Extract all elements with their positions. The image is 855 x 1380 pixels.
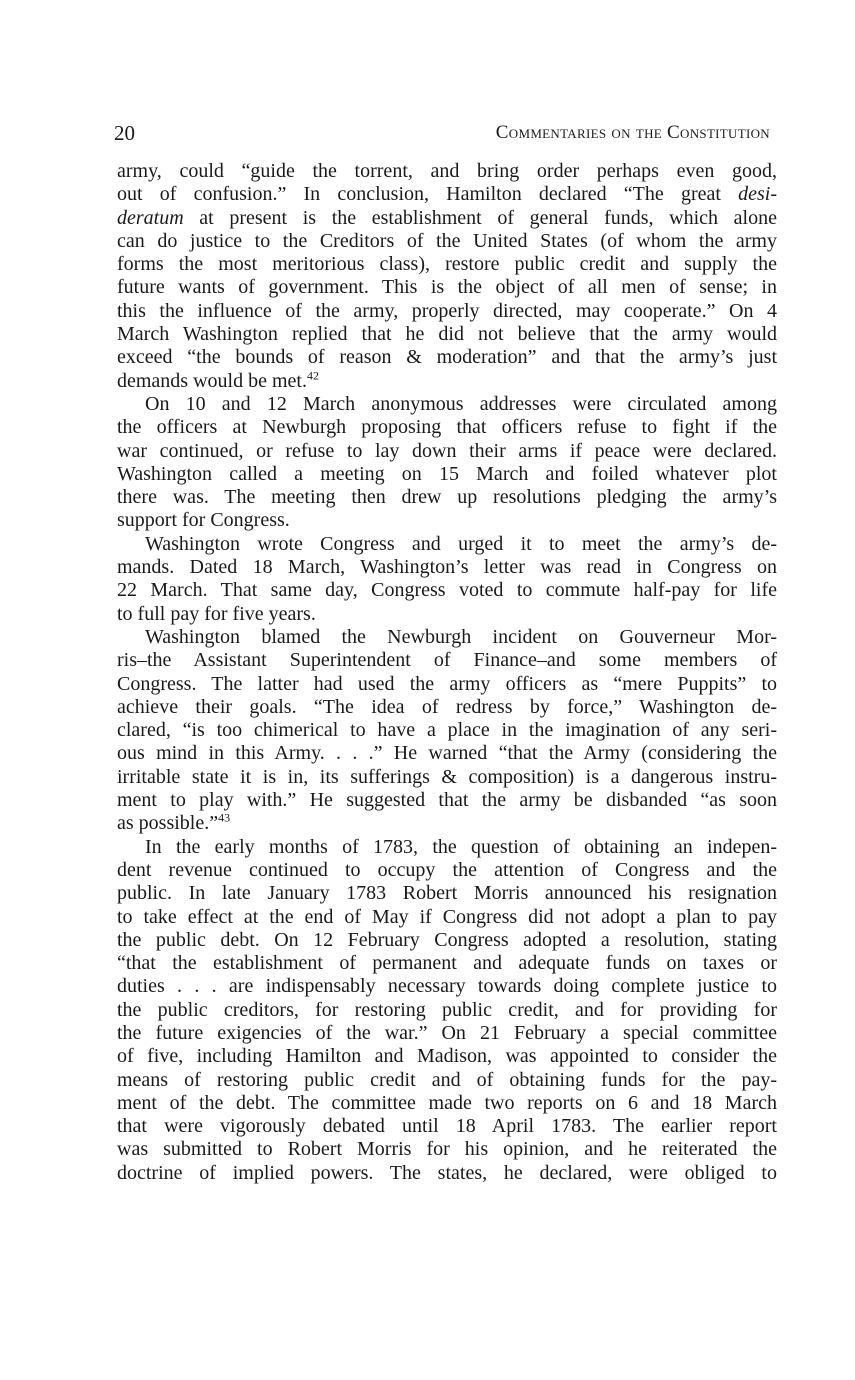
text-line: support for Congress.	[117, 509, 290, 532]
paragraph	[117, 626, 777, 836]
paragraph	[117, 393, 777, 533]
text-line: ment to play with.” He suggested that the army be disbanded “as soon	[117, 789, 777, 812]
page-number: 20	[114, 121, 135, 145]
text-line: doctrine of implied powers. The states, he declared, were obliged to	[117, 1161, 777, 1184]
text-line: that were vigorously debated until 18 April 1783. The earlier report	[117, 1115, 777, 1138]
text-line: irritable state it is in, its sufferings & composition) is a dangerous instru-	[117, 765, 777, 788]
text-line: ris–the Assistant Superintendent of Finance–and some members of	[117, 649, 777, 672]
footnote-marker: 42	[306, 368, 319, 383]
text-line: war continued, or refuse to lay down their arms if peace were declared.	[117, 439, 777, 462]
text-fragment: as possible.”	[117, 812, 219, 835]
text-line	[117, 370, 777, 393]
text-line: achieve their goals. “The idea of redress by force,” Washington de-	[117, 695, 777, 718]
body-text	[117, 160, 777, 1185]
page-header	[114, 118, 770, 148]
text-line: this the influence of the army, properly directed, may cooperate.” On 4	[117, 299, 777, 322]
text-line: to take effect at the end of May if Congress did not adopt a plan to pay	[117, 905, 777, 928]
text-line: to full pay for five years.	[117, 602, 316, 625]
text-line: the officers at Newburgh proposing that officers refuse to fight if the	[117, 416, 777, 439]
text-line: Washington called a meeting on 15 March and foiled whatever plot	[117, 462, 777, 485]
text-line: Congress. The latter had used the army officers as “mere Puppits” to	[117, 672, 777, 695]
text-line: On 10 and 12 March anonymous addresses were circulated among	[145, 392, 777, 415]
text-line: the public debt. On 12 February Congress adopted a resolution, stating	[117, 928, 777, 951]
text-line: public. In late January 1783 Robert Morris announced his resignation	[117, 882, 777, 905]
italic-term: deratum	[117, 206, 184, 229]
text-line: the future exigencies of the war.” On 21 February a special committee	[117, 1021, 777, 1044]
text-line: exceed “the bounds of reason & moderation” and that the army’s just	[117, 346, 777, 369]
text-line: clared, “is too chimerical to have a place in the imagination of any seri-	[117, 719, 777, 742]
text-line: there was. The meeting then drew up resolutions pledging the army’s	[117, 486, 777, 509]
text-line: 22 March. That same day, Congress voted to commute half-pay for life	[117, 579, 777, 602]
footnote-marker: 43	[218, 810, 231, 825]
text-line: duties . . . are indispensably necessary towards doing complete justice to	[117, 975, 777, 998]
text-line: Washington blamed the Newburgh incident on Gouverneur Mor-	[145, 625, 777, 648]
text-line: dent revenue continued to occupy the attention of Congress and the	[117, 858, 777, 881]
paragraph	[117, 836, 777, 1185]
text-line: future wants of government. This is the object of all men of sense; in	[117, 276, 777, 299]
running-head: Commentaries on the Constitution	[495, 122, 770, 143]
text-line: “that the establishment of permanent and adequate funds on taxes or	[117, 952, 777, 975]
text-line: ous mind in this Army. . . .” He warned “that the Army (considering the	[117, 742, 777, 765]
text-line	[117, 812, 777, 835]
paragraph	[117, 533, 777, 626]
italic-term: desi-	[738, 183, 777, 206]
text-line: can do justice to the Creditors of the United States (of whom the army	[117, 229, 777, 252]
text-line: out of confusion.” In conclusion, Hamilton declared “The great desi-	[117, 183, 777, 206]
text-line: Washington wrote Congress and urged it to meet the army’s de-	[145, 532, 777, 555]
text-fragment: demands would be met.	[117, 369, 307, 392]
text-line: ment of the debt. The committee made two reports on 6 and 18 March	[117, 1091, 777, 1114]
text-line: mands. Dated 18 March, Washington’s letter was read in Congress on	[117, 556, 777, 579]
text-line: was submitted to Robert Morris for his opinion, and he reiterated the	[117, 1138, 777, 1161]
text-line: means of restoring public credit and of obtaining funds for the pay-	[117, 1068, 777, 1091]
text-line: March Washington replied that he did not believe that the army would	[117, 323, 777, 346]
text-line: army, could “guide the torrent, and bring order perhaps even good,	[117, 160, 777, 182]
text-line: forms the most meritorious class), restore public credit and supply the	[117, 253, 777, 276]
paragraph	[117, 160, 777, 393]
text-line: of five, including Hamilton and Madison, was appointed to consider the	[117, 1045, 777, 1068]
text-line: the public creditors, for restoring public credit, and for providing for	[117, 998, 777, 1021]
text-line: In the early months of 1783, the question of obtaining an indepen-	[145, 835, 777, 858]
text-line: deratum at present is the establishment of general funds, which alone	[117, 206, 777, 229]
